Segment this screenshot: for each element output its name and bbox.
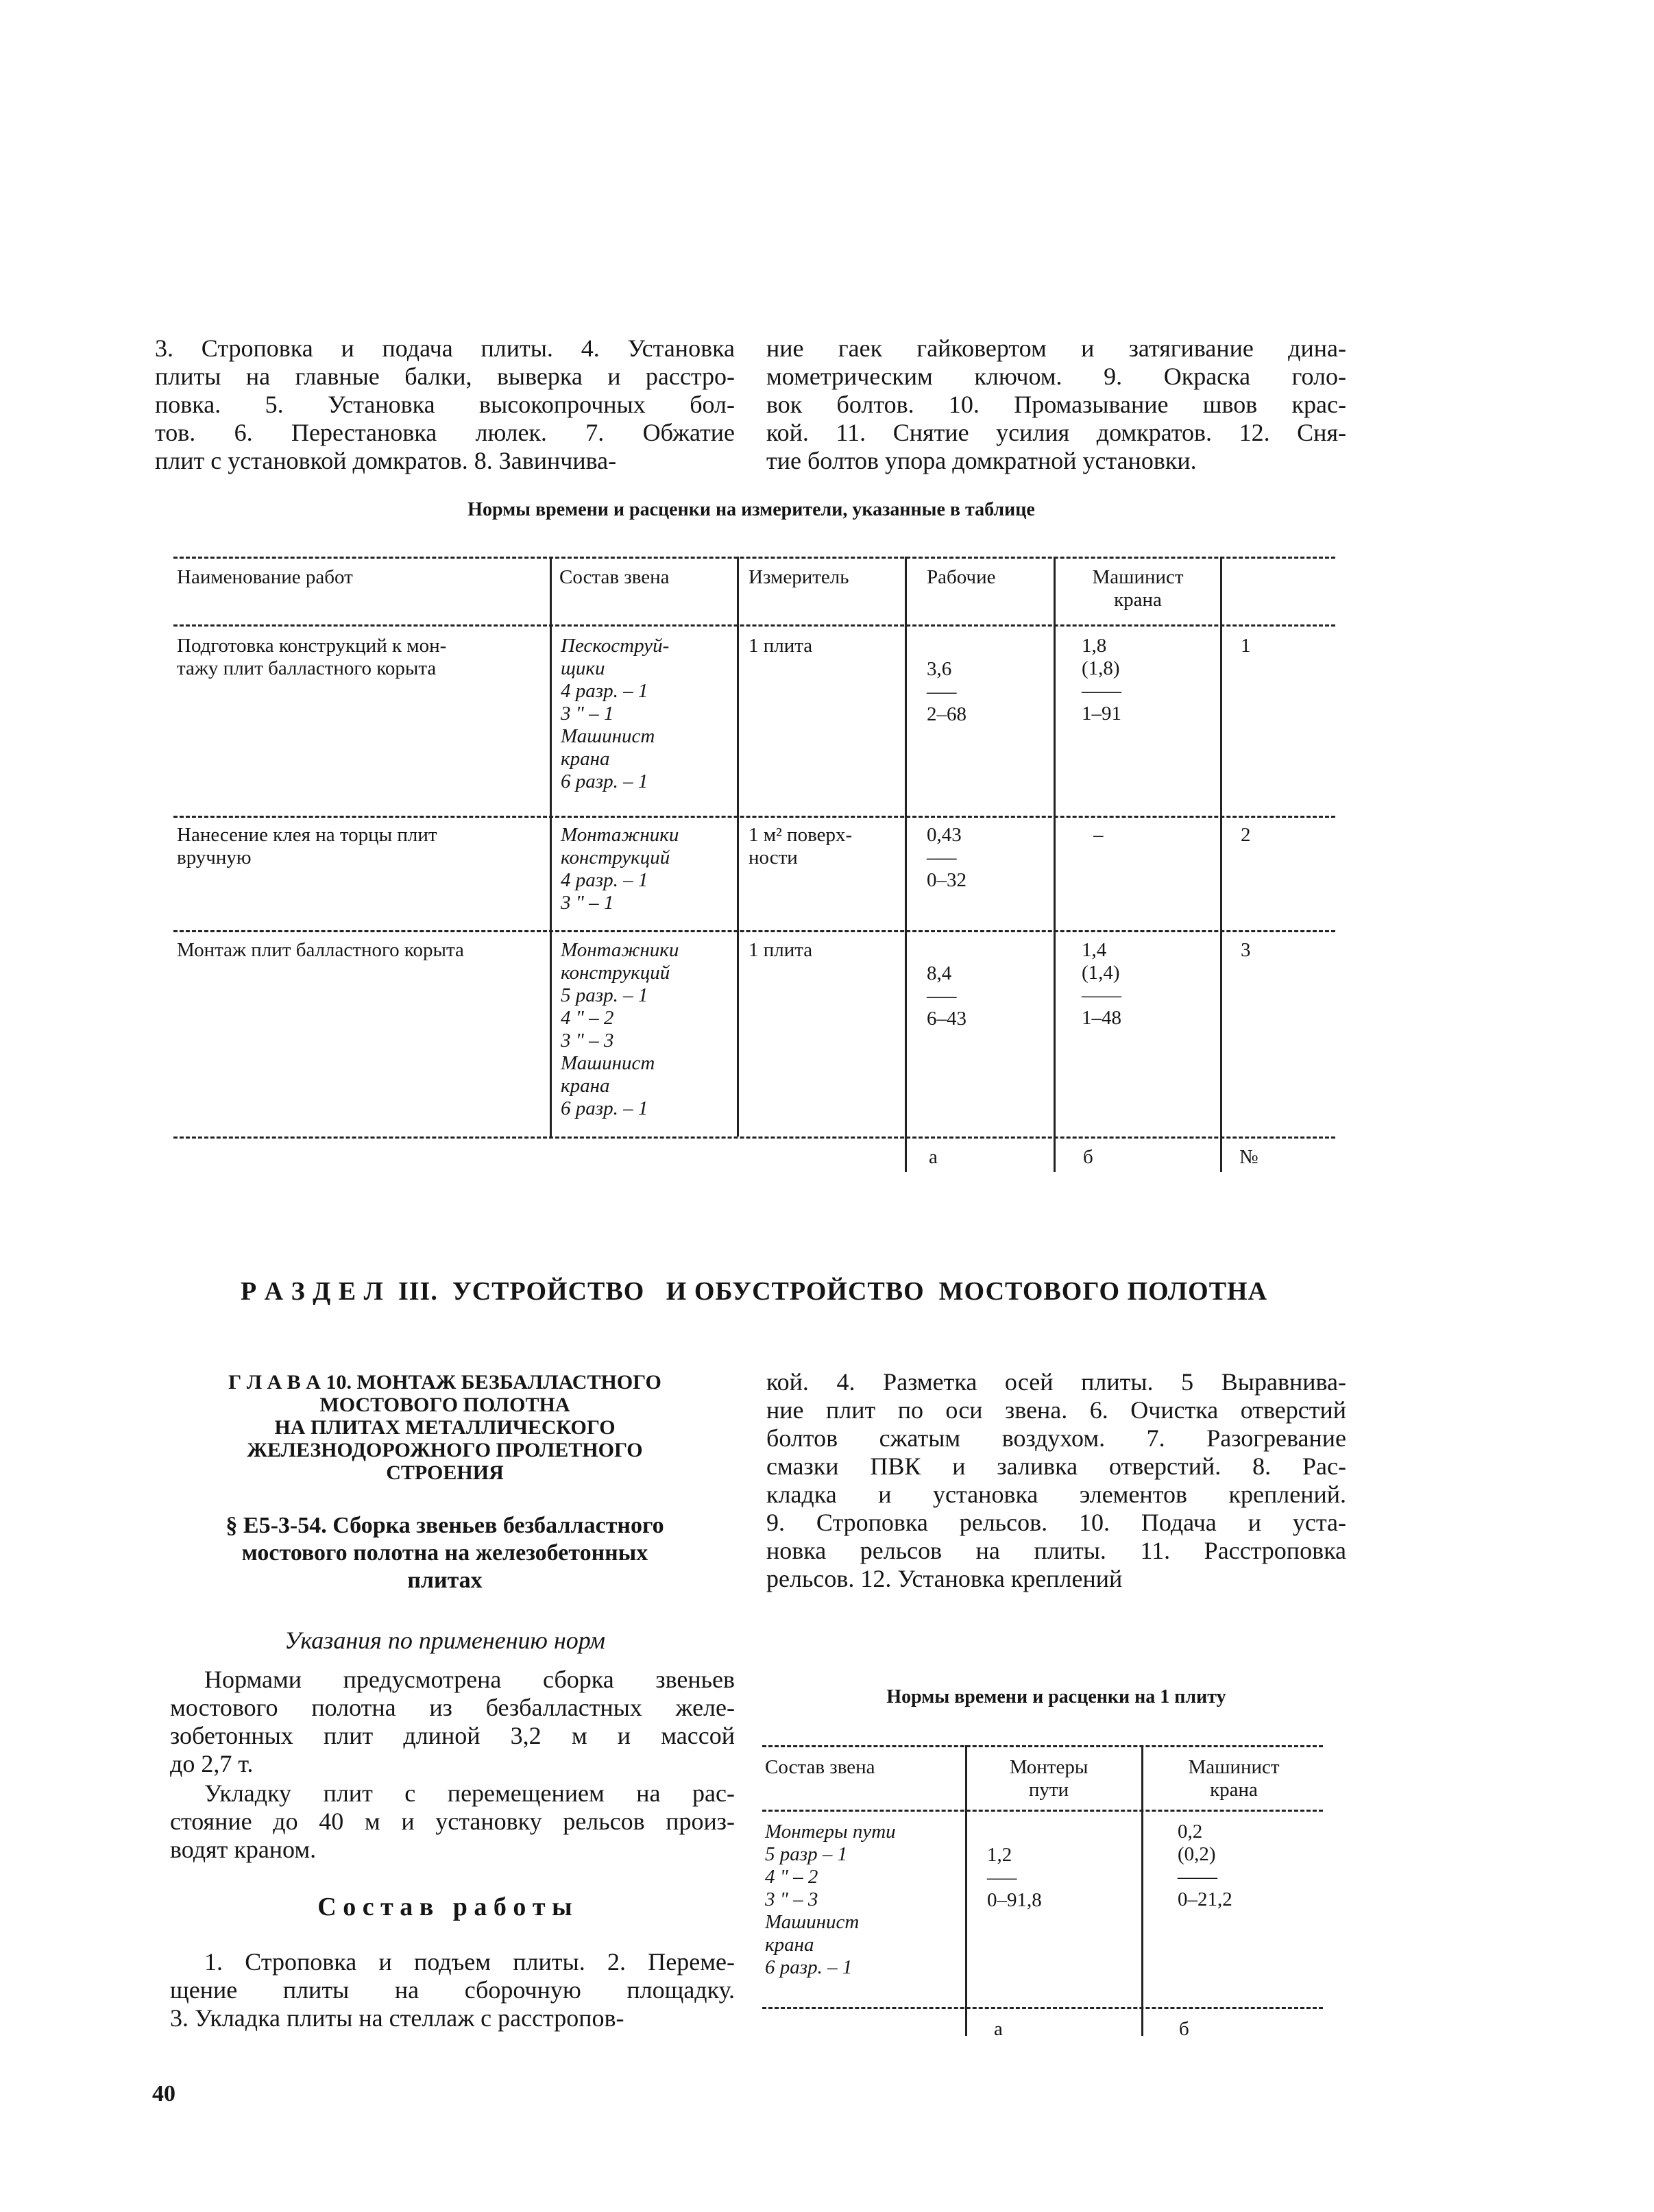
text-line: 3. Строповка и подача плиты. 4. Установка bbox=[155, 335, 735, 362]
text-line: кой. 11. Снятие усилия домкратов. 12. Сня- bbox=[766, 419, 1346, 446]
table1-row3-name: Монтаж плит балластного корыта bbox=[177, 939, 464, 961]
section-title: Р А З Д Е Л III. УСТРОЙСТВО И ОБУСТРОЙСТВО МОСТОВОГО ПОЛОТНА bbox=[240, 1277, 1268, 1306]
text-line: мостового полотна из безбалластных желе- bbox=[170, 1694, 735, 1721]
text-line: водят краном. bbox=[170, 1836, 317, 1863]
table1-row1-num: 1 bbox=[1241, 635, 1251, 657]
text-line: 9. Строповка рельсов. 10. Подача и уста- bbox=[766, 1509, 1346, 1536]
chapter-title-line: ЖЕЛЕЗНОДОРОЖНОГО ПРОЛЕТНОГО bbox=[247, 1439, 643, 1461]
table2-crew bbox=[765, 1821, 896, 1979]
table2-operator: 0,2 (0,2) –––– 0–21,2 bbox=[1178, 1821, 1232, 1910]
table1-row1-workers: 3,6 ––– 2–68 bbox=[927, 658, 966, 725]
table1-row2-name: Нанесение клея на торцы плит вручную bbox=[177, 824, 437, 868]
chapter-title-line: МОСТОВОГО ПОЛОТНА bbox=[319, 1394, 570, 1416]
crew-line: конструкций bbox=[561, 847, 670, 868]
table1-footer-b: б bbox=[1083, 1146, 1093, 1168]
table1-row1-name: Подготовка конструкций к мон- тажу плит балластного корыта bbox=[177, 635, 447, 679]
table1-row2-num: 2 bbox=[1241, 824, 1251, 846]
table1-row1-crew bbox=[561, 635, 669, 793]
crew-line: Монтеры пути bbox=[765, 1821, 896, 1843]
text-line: Нормами предусмотрена сборка звеньев bbox=[204, 1666, 735, 1693]
text-line: кладка и установка элементов креплений. bbox=[766, 1481, 1346, 1508]
crew-line: крана bbox=[561, 748, 610, 770]
table2-caption: Нормы времени и расценки на 1 плиту bbox=[886, 1686, 1226, 1707]
table1-header-name: Наименование работ bbox=[177, 566, 353, 588]
table1-row3-unit: 1 плита bbox=[749, 939, 813, 961]
text-line: щение плиты на сборочную площадку. bbox=[170, 1976, 735, 2004]
paragraph-title bbox=[155, 1512, 735, 1594]
table1-header-unit: Измеритель bbox=[749, 566, 849, 588]
text-line: 3. Укладка плиты на стеллаж с расстропов- bbox=[170, 2004, 624, 2032]
table1-row1-unit: 1 плита bbox=[749, 635, 813, 657]
text-line: вок болтов. 10. Промазывание швов крас- bbox=[766, 391, 1346, 418]
table1-caption: Нормы времени и расценки на измерители, указанные в таблице bbox=[467, 499, 1035, 520]
crew-line: 4 " – 2 bbox=[765, 1866, 818, 1888]
crew-line: 4 разр. – 1 bbox=[561, 869, 648, 891]
crew-line: Монтажники bbox=[561, 939, 679, 961]
text-line: тие болтов упора домкратной установки. bbox=[766, 447, 1197, 474]
text-line: Укладку плит с перемещением на рас- bbox=[204, 1779, 735, 1807]
table1-footer-num: № bbox=[1239, 1146, 1258, 1168]
crew-line: крана bbox=[561, 1075, 610, 1097]
chapter-title-line: НА ПЛИТАХ МЕТАЛЛИЧЕСКОГО bbox=[274, 1416, 616, 1439]
text-line: ние плит по оси звена. 6. Очистка отверстий bbox=[766, 1396, 1346, 1424]
chapter-title bbox=[155, 1371, 735, 1484]
text-line: зобетонных плит длиной 3,2 м и массой bbox=[170, 1722, 735, 1749]
crew-line: крана bbox=[765, 1934, 814, 1956]
table1-row1-operator: 1,8 (1,8) –––– 1–91 bbox=[1082, 635, 1121, 725]
crew-line: конструкций bbox=[561, 962, 670, 984]
table1-header-workers: Рабочие bbox=[927, 566, 996, 588]
table1-row3-crew bbox=[561, 939, 679, 1120]
table2-footer-b: б bbox=[1179, 2018, 1189, 2040]
crew-line: 5 разр. – 1 bbox=[561, 984, 648, 1006]
table1-header-operator: Машинист крана bbox=[1092, 566, 1184, 611]
text-line: болтов сжатым воздухом. 7. Разогревание bbox=[766, 1424, 1346, 1452]
table2-header-crew: Состав звена bbox=[765, 1756, 875, 1778]
instructions-heading: Указания по применению норм bbox=[284, 1627, 605, 1654]
work-text-left bbox=[170, 1948, 735, 2032]
text-line: 1. Строповка и подъем плиты. 2. Переме- bbox=[204, 1948, 735, 1976]
text-line: ние гаек гайковертом и затягивание дина- bbox=[766, 335, 1346, 362]
work-text-right bbox=[766, 1368, 1346, 1593]
table1-row2-crew bbox=[561, 824, 679, 914]
crew-line: 6 разр. – 1 bbox=[561, 1097, 648, 1119]
chapter-title-line: Г Л А В А 10. МОНТАЖ БЕЗБАЛЛАСТНОГО bbox=[228, 1371, 661, 1394]
table1-row2-workers: 0,43 ––– 0–32 bbox=[927, 824, 966, 891]
crew-line: Машинист bbox=[561, 1052, 655, 1074]
crew-line: 6 разр. – 1 bbox=[561, 770, 648, 792]
instructions-text bbox=[170, 1666, 735, 1778]
text-line: плит с установкой домкратов. 8. Завинчива- bbox=[155, 447, 617, 474]
text-line: смазки ПВК и заливка отверстий. 8. Рас- bbox=[766, 1453, 1346, 1480]
crew-line: 3 " – 3 bbox=[765, 1888, 818, 1910]
page-number: 40 bbox=[152, 2081, 175, 2106]
crew-line: 4 разр. – 1 bbox=[561, 680, 648, 702]
table1-row3-operator: 1,4 (1,4) –––– 1–48 bbox=[1082, 939, 1121, 1029]
top-text-left bbox=[155, 335, 735, 475]
text-line: тов. 6. Перестановка люлек. 7. Обжатие bbox=[155, 419, 735, 446]
crew-line: Монтажники bbox=[561, 824, 679, 846]
table2-header-operator: Машинист крана bbox=[1188, 1756, 1280, 1801]
crew-line: щики bbox=[561, 657, 605, 679]
table2-header-fitters: Монтеры пути bbox=[1009, 1756, 1089, 1801]
text-line: стояние до 40 м и установку рельсов произ- bbox=[170, 1808, 735, 1835]
chapter-title-line: СТРОЕНИЯ bbox=[386, 1461, 504, 1484]
work-heading: С о с т а в р а б о т ы bbox=[317, 1893, 572, 1921]
crew-line: 4 " – 2 bbox=[561, 1007, 614, 1029]
table1-row2-operator: – bbox=[1093, 824, 1104, 846]
table1-footer-a: а bbox=[929, 1146, 938, 1168]
text-line: новка рельсов на плиты. 11. Расстроповка bbox=[766, 1537, 1346, 1564]
crew-line: Машинист bbox=[561, 725, 655, 747]
table2-fitters: 1,2 ––– 0–91,8 bbox=[987, 1844, 1042, 1911]
text-line: повка. 5. Установка высокопрочных бол- bbox=[155, 391, 735, 418]
table1-row3-num: 3 bbox=[1241, 939, 1251, 961]
crew-line: 3 " – 1 bbox=[561, 703, 614, 725]
paragraph-title-line: плитах bbox=[407, 1568, 483, 1593]
crew-line: Пескоструй- bbox=[561, 635, 670, 657]
paragraph-title-line: мостового полотна на железобетонных bbox=[241, 1540, 648, 1566]
table2-footer-a: а bbox=[994, 2018, 1003, 2040]
top-text-right bbox=[766, 335, 1346, 475]
crew-line: 5 разр – 1 bbox=[765, 1843, 848, 1865]
crew-line: 6 разр. – 1 bbox=[765, 1956, 853, 1978]
text-line: до 2,7 т. bbox=[170, 1750, 254, 1777]
paragraph-title-line: § Е5-3-54. Сборка звеньев безбалластного bbox=[226, 1513, 664, 1538]
instructions-text-2 bbox=[170, 1779, 735, 1864]
text-line: плиты на главные балки, выверка и расстро- bbox=[155, 363, 735, 390]
table1-row3-workers: 8,4 ––– 6–43 bbox=[927, 962, 966, 1030]
crew-line: 3 " – 3 bbox=[561, 1030, 614, 1052]
table1-header-crew: Состав звена bbox=[559, 566, 670, 588]
text-line: рельсов. 12. Установка креплений bbox=[766, 1565, 1123, 1592]
crew-line: Машинист bbox=[765, 1911, 860, 1933]
text-line: мометрическим ключом. 9. Окраска голо- bbox=[766, 363, 1346, 390]
crew-line: 3 " – 1 bbox=[561, 892, 614, 914]
table1-row2-unit: 1 м² поверх- ности bbox=[749, 824, 853, 868]
text-line: кой. 4. Разметка осей плиты. 5 Выравнива- bbox=[766, 1368, 1346, 1396]
